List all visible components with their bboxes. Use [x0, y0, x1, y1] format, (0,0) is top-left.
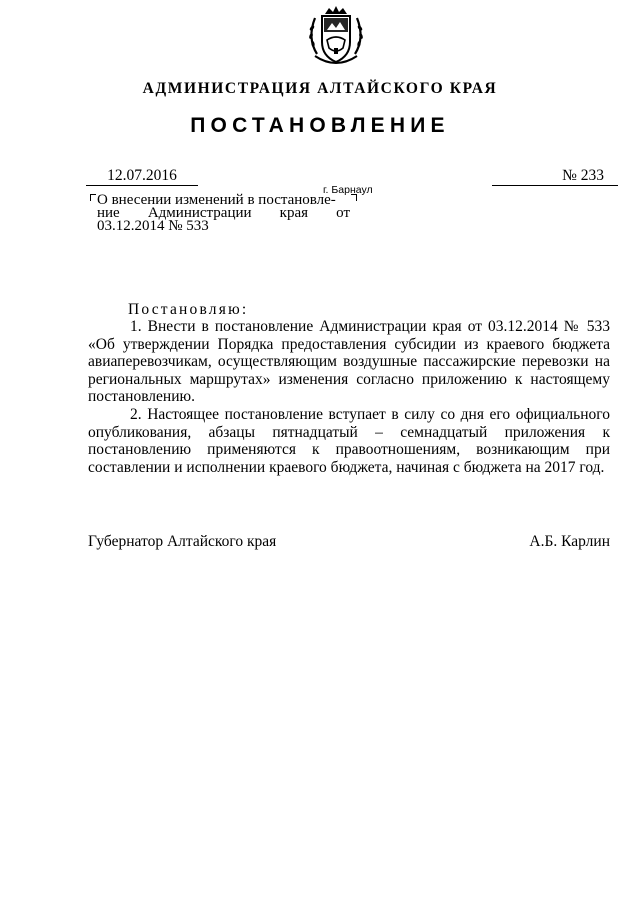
document-type: ПОСТАНОВЛЕНИЕ: [190, 114, 450, 137]
subject-bracket-left: [90, 194, 96, 201]
body-paragraph-1: 1. Внести в постановление Администрации края от 03.12.2014 № 533 «Об утверждении Порядка предоставления субсидии из краевого бюджета авиаперевозчикам, осуществляющим воздушные пассажирские перевозки на региональных маршрутах» изменения согласно приложению к настоящему постановлению.: [88, 318, 610, 406]
subject-line-2: ние Администрации края от: [97, 205, 350, 221]
organization-name: АДМИНИСТРАЦИЯ АЛТАЙСКОГО КРАЯ: [142, 80, 498, 97]
subject-bracket-right: [351, 194, 357, 201]
signatory-title: Губернатор Алтайского края: [88, 533, 277, 550]
coat-of-arms-emblem: [303, 4, 369, 68]
body-paragraph-2: 2. Настоящее постановление вступает в силу со дня его официального опубликования, абзацы пятнадцатый – семнадцатый приложения к постановлению применяются к правоотношениям, возникающим при составлении и исполнении краевого бюджета, начиная с бюджета на 2017 год.: [88, 405, 610, 476]
document-number: [492, 167, 618, 186]
document-subject: [97, 194, 350, 233]
signatory-name: А.Б. Карлин: [529, 533, 610, 550]
subject-line-1: О внесении изменений в постановле-: [97, 192, 336, 208]
decree-word: Постановляю:: [128, 301, 249, 318]
document-date: 12.07.2016: [86, 167, 198, 186]
document-number-value: № 233: [562, 167, 604, 184]
city-label: г. Барнаул: [323, 184, 373, 196]
subject-line-3: 03.12.2014 № 533: [97, 218, 209, 234]
document-body: [88, 318, 610, 476]
